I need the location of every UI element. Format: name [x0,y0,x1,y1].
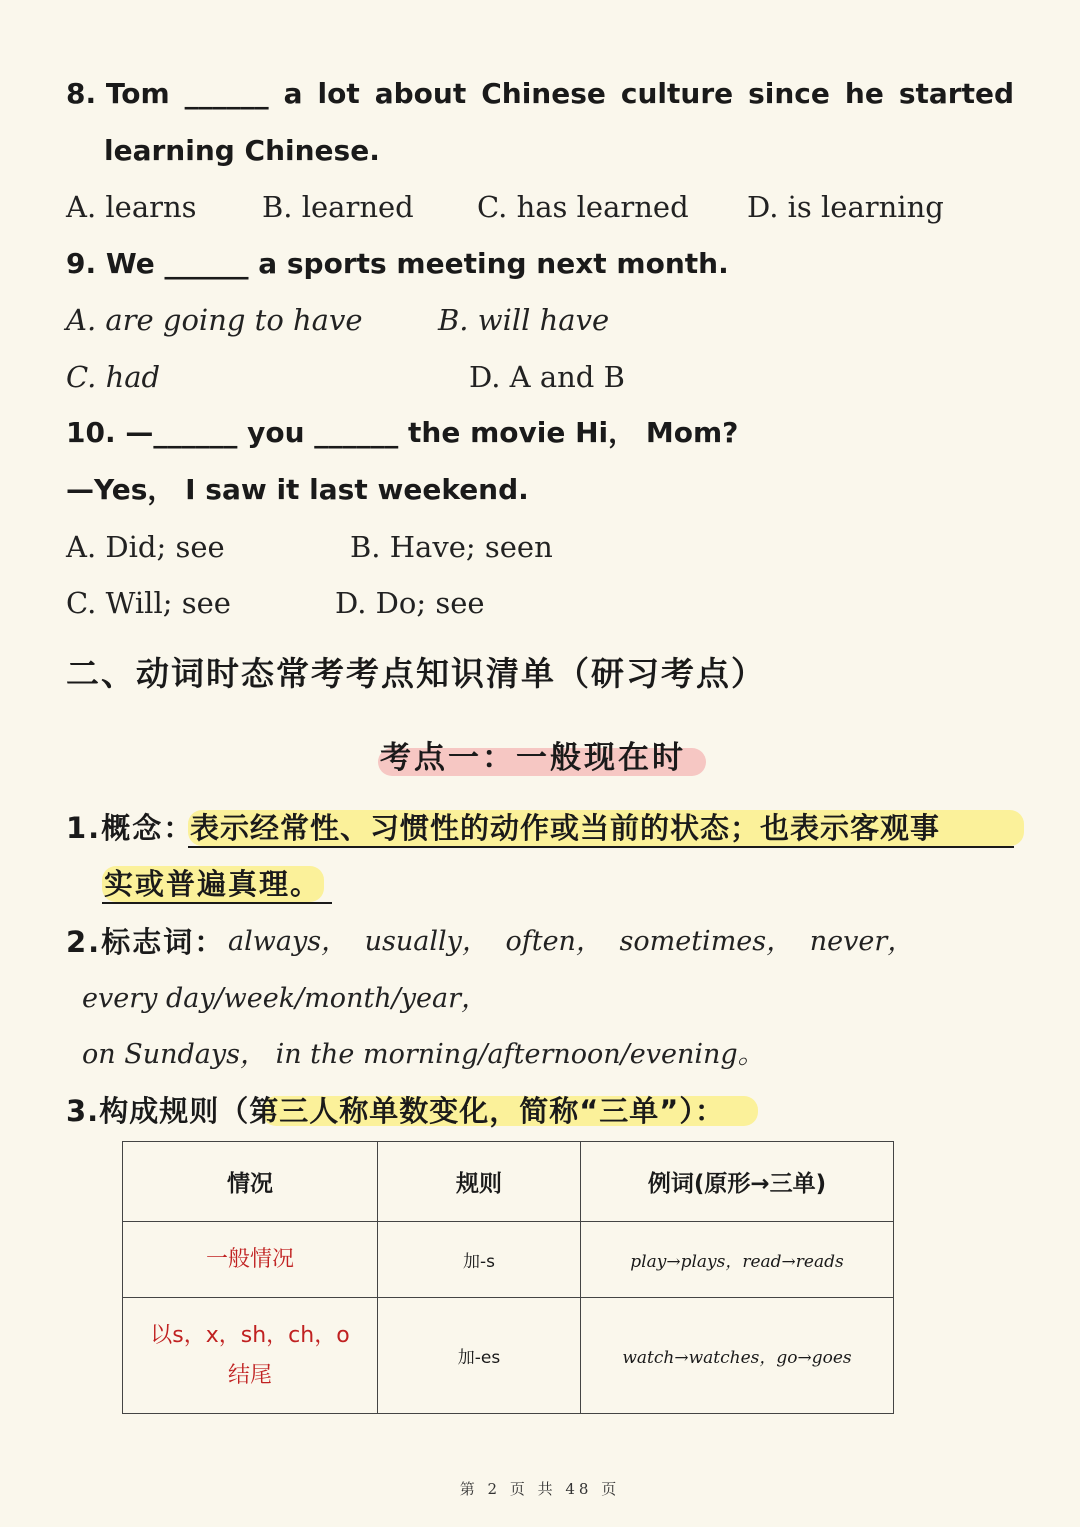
table-cell-example: play→plays，read→reads [581,1222,894,1298]
signal-label: 2.标志词： [66,925,226,959]
concept-label: 1.概念： [66,811,195,845]
table-cell-rule: 加-s [378,1222,581,1298]
q8-option-c[interactable]: C. has learned [477,190,689,224]
table-row [123,1298,894,1414]
rule-heading [66,1091,725,1131]
q8-word: since [748,77,830,110]
table-cell-case [123,1298,378,1414]
rule-label-a: 3.构成规则（ [66,1094,250,1128]
signal-line1: always， usually， often， sometimes， never， [228,926,915,957]
q8-option-a[interactable]: A. learns [66,190,197,224]
question-8-stem-continued: learning Chinese. [104,134,380,167]
q10-option-d[interactable]: D. Do; see [335,586,485,620]
table-header: 规则 [378,1142,581,1222]
point-title: 考点一：一般现在时 [380,740,686,776]
table-cell-rule: 加-es [378,1298,581,1414]
q8-word: started [898,77,1014,110]
table-header: 例词(原形→三单) [581,1142,894,1222]
question-10-answer: —Yes， I saw it last weekend. [66,473,529,506]
rule-label-b: 第三人称单数变化，简称“三单” [249,1094,680,1128]
q10-option-a[interactable]: A. Did; see [66,530,225,564]
q10-option-b[interactable]: B. Have; seen [350,530,553,564]
table-cell-case-line1: 以s，x，sh，ch，o [150,1322,350,1348]
rule-label-c: ）： [679,1094,725,1128]
q8-option-b[interactable]: B. learned [262,190,414,224]
q9-option-b[interactable]: B. will have [438,303,610,337]
q8-blank: ______ [184,77,269,110]
concept-text-line2: 实或普遍真理。 [104,867,322,901]
q10-option-c[interactable]: C. Will; see [66,586,231,620]
q8-word: lot [317,77,360,110]
section-title: 二、动词时态常考考点知识清单（研习考点） [66,654,766,693]
table-row [123,1222,894,1298]
q8-word: culture [620,77,734,110]
q8-word: Chinese [481,77,606,110]
table-cell-case: 一般情况 [123,1222,378,1298]
page-footer: 第 2 页 共 48 页 [459,1480,621,1498]
question-9-stem: 9. We ______ a sports meeting next month. [66,247,729,280]
table-header-row [123,1142,894,1222]
q8-word: about [374,77,467,110]
question-10-stem: 10. —______ you ______ the movie Hi， Mom? [66,416,739,449]
question-8-stem [66,74,1014,114]
table-header: 情况 [123,1142,378,1222]
signal-line2: every day/week/month/year， [82,983,489,1014]
concept-text-line1: 表示经常性、习惯性的动作或当前的状态；也表示客观事 [190,811,941,845]
q9-option-a[interactable]: A. are going to have [66,303,363,337]
q8-word: 8. Tom [66,77,170,110]
q9-option-c[interactable]: C. had [66,360,161,394]
q8-word: he [844,77,884,110]
table-cell-case-line2: 结尾 [227,1362,272,1388]
q8-word: a [283,77,303,110]
rules-table [122,1141,894,1414]
signal-line3: on Sundays， in the morning/afternoon/evening。 [82,1039,765,1070]
q8-option-d[interactable]: D. is learning [747,190,944,224]
q9-option-d[interactable]: D. A and B [469,360,625,394]
table-cell-example: watch→watches，go→goes [581,1298,894,1414]
